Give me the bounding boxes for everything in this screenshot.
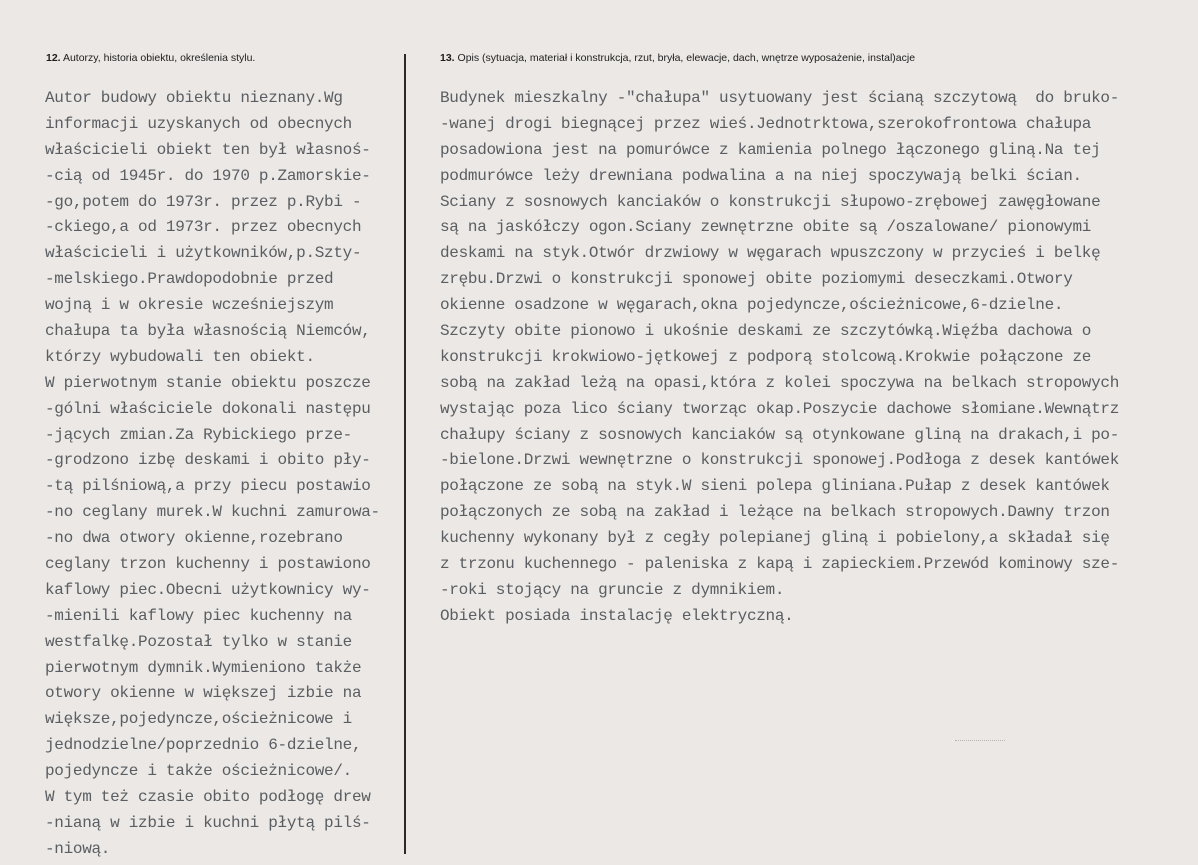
history-line: większe,pojedyncze,ościeżnicowe i: [45, 710, 352, 729]
history-line: informacji uzyskanych od obecnych: [45, 114, 352, 133]
history-text: [45, 86, 403, 863]
section-12-number: 12.: [46, 52, 61, 64]
description-line: Obiekt posiada instalację elektryczną.: [440, 606, 794, 625]
history-line: ceglany trzon kuchenny i postawiono: [45, 555, 371, 574]
section-12-title: Autorzy, historia obiektu, określenia stylu.: [62, 52, 256, 64]
section-13-number: 13.: [440, 52, 455, 64]
description-line: -wanej drogi biegnącej przez wieś.Jednotrktowa,szerokofrontowa chałupa: [440, 114, 1092, 133]
history-line: W tym też czasie obito podłogę drew: [45, 788, 371, 807]
history-line: -nianą w izbie i kuchni płytą pilś-: [45, 813, 371, 832]
description-line: okienne osadzone w węgarach,okna pojedyncze,ościeżnicowe,6-dzielne.: [440, 296, 1064, 315]
description-text: [440, 86, 1192, 630]
section-13-title: Opis (sytuacja, materiał i konstrukcja, rzut, bryła, elewacje, dach, wnętrze wyposażenie, instal)acje: [457, 52, 916, 64]
description-line: są na jaskółczy ogon.Sciany zewnętrzne obite są /oszalowane/ pionowymi: [440, 218, 1092, 237]
history-line: chałupa ta była własnością Niemców,: [45, 322, 371, 341]
description-line: podmurówce leży drewniana podwalina a na niej spoczywają belki ścian.: [440, 166, 1082, 185]
column-divider: [404, 54, 406, 854]
history-line: -no dwa otwory okienne,rozebrano: [45, 529, 343, 548]
history-line: -go,potem do 1973r. przez p.Rybi -: [45, 192, 362, 211]
history-line: westfalkę.Pozostał tylko w stanie: [45, 632, 352, 651]
history-line: jednodzielne/poprzednio 6-dzielne,: [45, 736, 362, 755]
history-line: -tą pilśniową,a przy piecu postawio: [45, 477, 371, 496]
history-line: -grodzono izbę deskami i obito pły-: [45, 451, 371, 470]
section-13-heading: [440, 52, 915, 64]
history-line: -melskiego.Prawdopodobnie przed: [45, 270, 334, 289]
history-line: wojną i w okresie wcześniejszym: [45, 296, 334, 315]
description-line: kuchenny wykonany był z cegły polepianej gliną i pobielony,a składał się: [440, 529, 1110, 548]
description-line: połączonych ze sobą na zakład i leżące na belkach stropowych.Dawny trzon: [440, 503, 1110, 522]
history-line: -ckiego,a od 1973r. przez obecnych: [45, 218, 362, 237]
description-line: połączone ze sobą na styk.W sieni polepa gliniana.Pułap z desek kantówek: [440, 477, 1110, 496]
description-line: Budynek mieszkalny -"chałupa" usytuowany jest ścianą szczytową do bruko-: [440, 89, 1120, 107]
description-line: posadowiona jest na pomurówce z kamienia polnego łączonego gliną.Na tej: [440, 140, 1101, 159]
section-12-heading: [46, 52, 255, 64]
history-line: właścicieli i użytkowników,p.Szty-: [45, 244, 362, 263]
faint-mark: [955, 740, 1005, 743]
history-line: -no ceglany murek.W kuchni zamurowa-: [45, 503, 380, 522]
description-line: chałupy ściany z sosnowych kanciaków są otynkowane gliną na drakach,i po-: [440, 425, 1120, 444]
history-line: Autor budowy obiektu nieznany.Wg: [45, 89, 343, 107]
description-line: -roki stojący na gruncie z dymnikiem.: [440, 580, 785, 599]
history-line: -mienili kaflowy piec kuchenny na: [45, 606, 352, 625]
history-line: pierwotnym dymnik.Wymieniono także: [45, 658, 362, 677]
history-line: kaflowy piec.Obecni użytkownicy wy-: [45, 580, 371, 599]
history-line: właścicieli obiekt ten był własnoś-: [45, 140, 371, 159]
history-line: otwory okienne w większej izbie na: [45, 684, 362, 703]
history-line: W pierwotnym stanie obiektu poszcze: [45, 373, 371, 392]
description-line: Sciany z sosnowych kanciaków o konstrukcji słupowo-zrębowej zawęgłowane: [440, 192, 1101, 211]
history-line: pojedyncze i także ościeżnicowe/.: [45, 762, 352, 781]
history-line: -jących zmian.Za Rybickiego prze-: [45, 425, 352, 444]
description-line: z trzonu kuchennego - paleniska z kapą i zapieckiem.Przewód kominowy sze-: [440, 555, 1120, 574]
history-line: -gólni właściciele dokonali następu: [45, 399, 371, 418]
history-line: -cią od 1945r. do 1970 p.Zamorskie-: [45, 166, 371, 185]
description-line: -bielone.Drzwi wewnętrzne o konstrukcji sponowej.Podłoga z desek kantówek: [440, 451, 1120, 470]
description-line: deskami na styk.Otwór drzwiowy w węgarach wpuszczony w przycieś i belkę: [440, 244, 1101, 263]
description-line: konstrukcji krokwiowo-jętkowej z podporą stolcową.Krokwie połączone ze: [440, 347, 1092, 366]
description-line: zrębu.Drzwi o konstrukcji sponowej obite poziomymi deseczkami.Otwory: [440, 270, 1073, 289]
history-line: którzy wybudowali ten obiekt.: [45, 347, 315, 366]
description-line: Szczyty obite pionowo i ukośnie deskami ze szczytówką.Więźba dachowa o: [440, 322, 1092, 341]
description-line: wystając poza lico ściany tworząc okap.Poszycie dachowe słomiane.Wewnątrz: [440, 399, 1120, 418]
description-line: sobą na zakład leżą na opasi,która z kolei spoczywa na belkach stropowych: [440, 373, 1120, 392]
history-line: -niową.: [45, 839, 111, 858]
